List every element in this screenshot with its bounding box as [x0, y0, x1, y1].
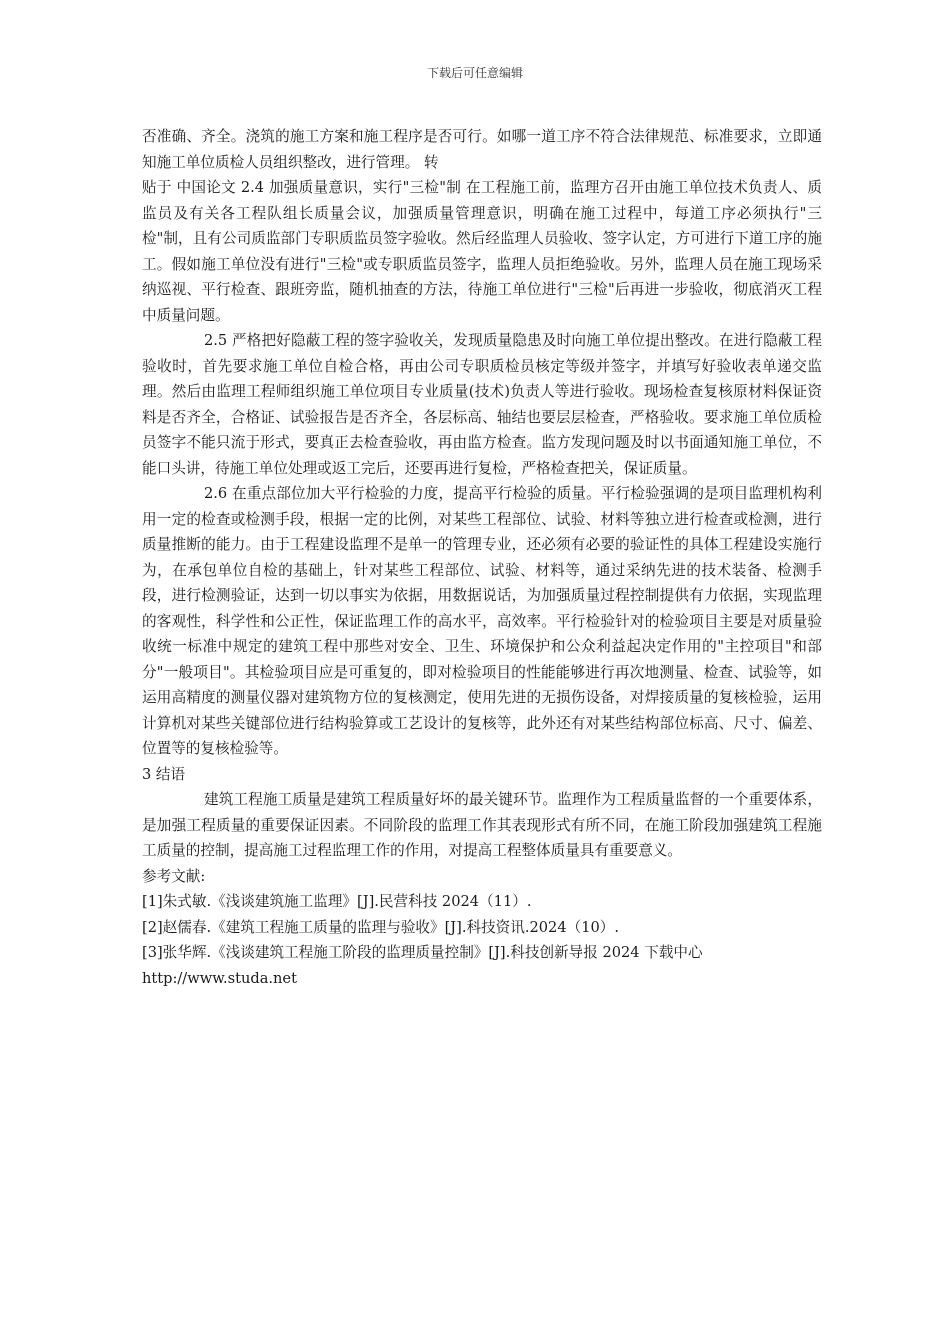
paragraph-continued: 否准确、齐全。浇筑的施工方案和施工程序是否可行。如哪一道工序不符合法律规范、标准要求，立即通知施工单位质检人员组织整改，进行管理。 转: [142, 128, 822, 171]
section-heading-conclusion: 3 结语: [142, 765, 186, 783]
document-body: [142, 124, 822, 991]
reference-item: [2]赵儒春.《建筑工程施工质量的监理与验收》[J].科技资讯.2024（10）.: [142, 918, 620, 936]
reference-item: [1]朱式敏.《浅谈建筑施工监理》[J].民营科技 2024（11）.: [142, 893, 532, 910]
paragraph-2-6: 2.6 在重点部位加大平行检验的力度，提高平行检验的质量。平行检验强调的是项目监理机构利用一定的检查或检测手段，根据一定的比例，对某些工程部位、试验、材料等独立进行检查或检测，进行质量推断的能力。由于工程建设监理不是单一的管理专业，还必须有必要的验证性的具体工程建设实施行为，在承包单位自检的基础上，针对某些工程部位、试验、材料等，通过采纳先进的技术装备、检测手段，进行检测验证，达到一切以事实为依据，用数据说话，为加强质量过程控制提供有力依据，实现监理的客观性，科学性和公正性，保证监理工作的高水平，高效率。平行检验针对的检验项目主要是对质量验收统一标准中规定的建筑工程中那些对安全、卫生、环境保护和公众利益起决定作用的"主控项目"和部分"一般项目"。其检验项目应是可重复的，即对检验项目的性能能够进行再次地测量、检查、试验等，如运用高精度的测量仪器对建筑物方位的复核测定，使用先进的无损伤设备，对焊接质量的复核检验，运用计算机对某些关键部位进行结构验算或工艺设计的复核等，此外还有对某些结构部位标高、尺寸、偏差、位置等的复核检验等。: [142, 485, 822, 757]
reference-item: [3]张华辉.《浅谈建筑工程施工阶段的监理质量控制》[J].科技创新导报 2024 下载中心: [142, 944, 703, 961]
paragraph-2-4: 贴于 中国论文 2.4 加强质量意识，实行"三检"制 在工程施工前，监理方召开由施工单位技术负责人、质监员及有关各工程队组长质量会议，加强质量管理意识，明确在施工过程中，每道工序必须执行"三检"制，且有公司质监部门专职质监员签字验收。然后经监理人员验收、签字认定，方可进行下道工序的施工。假如施工单位没有进行"三检"或专职质监员签字，监理人员拒绝验收。另外，监理人员在施工现场采纳巡视、平行检查、跟班旁监，随机抽查的方法，待施工单位进行"三检"后再进一步验收，彻底消灭工程中质量问题。: [142, 179, 822, 324]
page-header: 下载后可任意编辑: [426, 66, 523, 80]
paragraph-conclusion: 建筑工程施工质量是建筑工程质量好坏的最关键环节。监理作为工程质量监督的一个重要体系，是加强工程质量的重要保证因素。不同阶段的监理工作其表现形式有所不同，在施工阶段加强建筑工程施工质量的控制，提高施工过程监理工作的作用，对提高工程整体质量具有重要意义。: [142, 791, 822, 859]
paragraph-2-5: 2.5 严格把好隐蔽工程的签字验收关，发现质量隐患及时向施工单位提出整改。在进行隐蔽工程验收时，首先要求施工单位自检合格，再由公司专职质检员核定等级并签字，并填写好验收表单递交监理。然后由监理工程师组织施工单位项目专业质量(技术)负责人等进行验收。现场检查复核原材料保证资料是否齐全，合格证、试验报告是否齐全，各层标高、轴结也要层层检查，严格验收。要求施工单位质检员签字不能只流于形式，要真正去检查验收，再由监方检查。监方发现问题及时以书面通知施工单位，不能口头讲，待施工单位处理或返工完后，还要再进行复检，严格检查把关，保证质量。: [142, 332, 822, 477]
references-title: 参考文献:: [142, 867, 206, 885]
reference-url: http://www.studa.net: [142, 969, 297, 987]
